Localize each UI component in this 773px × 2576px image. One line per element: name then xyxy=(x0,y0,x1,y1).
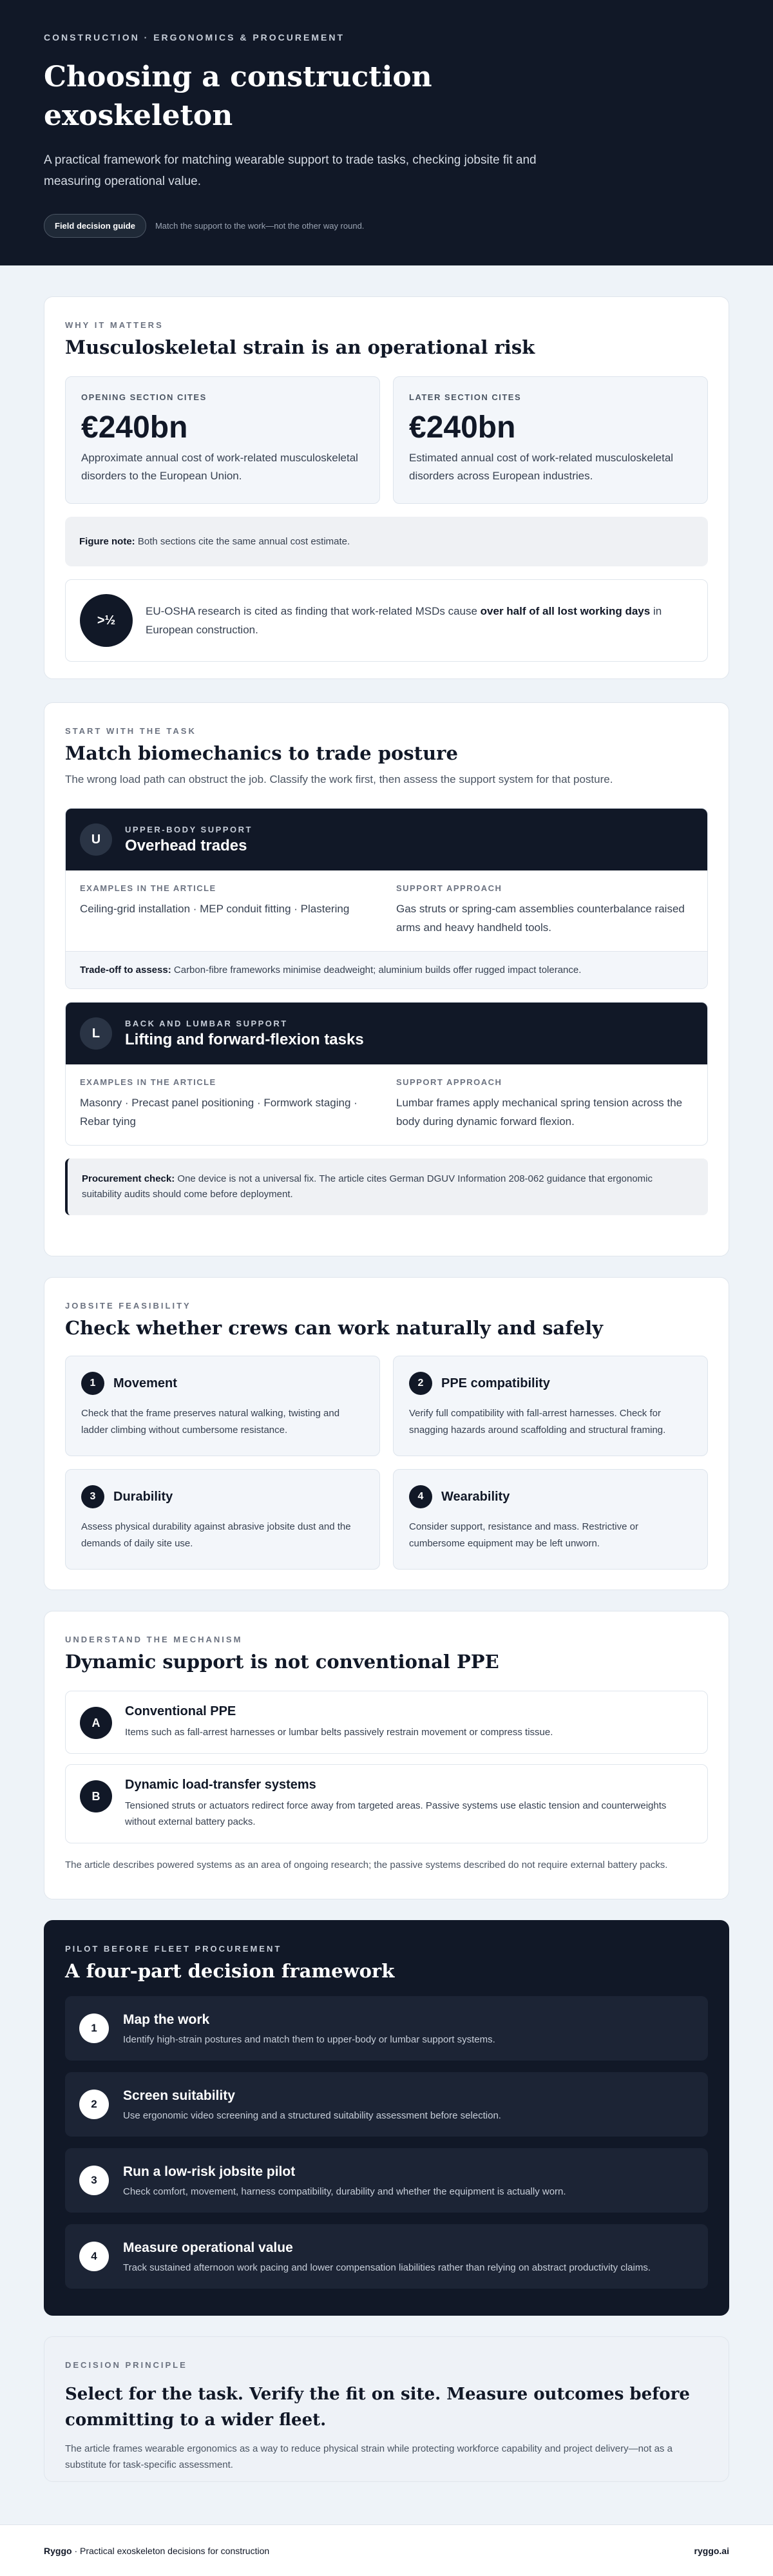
trade-letter-badge: L xyxy=(80,1017,112,1050)
cite-label: LATER SECTION CITES xyxy=(409,392,522,402)
mechanism-item xyxy=(65,1764,708,1843)
section-title: Musculoskeletal strain is an operational risk xyxy=(65,336,535,358)
item-title: Wearability xyxy=(441,1489,510,1504)
feasibility-item xyxy=(393,1356,708,1456)
section-title: Check whether crews can work naturally and safely xyxy=(65,1317,604,1339)
step-number: 2 xyxy=(79,2090,109,2119)
item-title: Conventional PPE xyxy=(125,1704,236,1718)
item-title: Dynamic load-transfer systems xyxy=(125,1778,316,1792)
section-eyebrow: DECISION PRINCIPLE xyxy=(65,2360,187,2370)
trade-card-overhead xyxy=(65,808,708,989)
item-description: Items such as fall-arrest harnesses or lumbar belts passively restrain movement or compress tissue. xyxy=(125,1727,553,1738)
trade-card-body xyxy=(66,870,707,951)
approach-label: SUPPORT APPROACH xyxy=(396,883,502,893)
section-eyebrow: UNDERSTAND THE MECHANISM xyxy=(65,1635,243,1644)
feasibility-item xyxy=(65,1356,380,1456)
cite-description: Approximate annual cost of work-related musculoskeletal disorders to the European Union. xyxy=(81,452,358,482)
cite-value: €240bn xyxy=(81,410,188,445)
item-number: 4 xyxy=(409,1485,432,1508)
item-number: 3 xyxy=(81,1485,104,1508)
trade-card-lumbar xyxy=(65,1002,708,1146)
hero-tagrow xyxy=(44,214,729,238)
step-number: 4 xyxy=(79,2242,109,2271)
section-eyebrow: START WITH THE TASK xyxy=(65,726,196,736)
item-description: Verify full compatibility with fall-arrest harnesses. Check for snagging hazards around scaffolding and structural framing. xyxy=(409,1408,666,1436)
jobsite-feasibility-section xyxy=(44,1277,729,1590)
osha-text-pre: EU-OSHA research is cited as finding that work-related MSDs cause xyxy=(146,605,481,617)
page-title: Choosing a construction exoskeleton xyxy=(44,61,432,132)
trade-off-note xyxy=(66,951,707,988)
feasibility-grid xyxy=(65,1356,708,1570)
section-eyebrow: WHY IT MATTERS xyxy=(65,320,164,330)
cite-label: OPENING SECTION CITES xyxy=(81,392,207,402)
hero-tagline: Match the support to the work—not the other way round. xyxy=(155,221,365,231)
trade-title: Overhead trades xyxy=(125,836,247,854)
item-description: Check that the frame preserves natural walking, twisting and ladder climbing without cumbersome resistance. xyxy=(81,1408,340,1436)
section-intro: The wrong load path can obstruct the job. Classify the work first, then assess the support system for that posture. xyxy=(65,773,613,785)
hero-eyebrow: CONSTRUCTION · ERGONOMICS & PROCUREMENT xyxy=(44,32,345,43)
step-title: Map the work xyxy=(123,2012,210,2027)
why-it-matters-section xyxy=(44,296,729,679)
item-description: Consider support, resistance and mass. Restrictive or cumbersome equipment may be left unworn. xyxy=(409,1521,638,1549)
footer-tagline: · Practical exoskeleton decisions for construction xyxy=(72,2545,270,2556)
footer-brand-line xyxy=(44,2546,269,2556)
approach-label: SUPPORT APPROACH xyxy=(396,1077,502,1087)
item-title: Movement xyxy=(113,1376,177,1390)
hero xyxy=(0,0,773,265)
cost-cite-opening xyxy=(65,376,380,504)
trade-card-header xyxy=(66,1003,707,1064)
examples-label: EXAMPLES IN THE ARTICLE xyxy=(80,883,216,893)
trade-posture-section xyxy=(44,702,729,1256)
step-description: Check comfort, movement, harness compatibility, durability and whether the equipment is actually worn. xyxy=(123,2186,566,2197)
step-number: 1 xyxy=(79,2014,109,2043)
item-number: 1 xyxy=(81,1372,104,1395)
item-title: Durability xyxy=(113,1489,173,1504)
principle-body: The article frames wearable ergonomics as a way to reduce physical strain while protecting workforce capability and project delivery—not as a substitute for task-specific assessment. xyxy=(65,2443,673,2470)
over-half-badge: >½ xyxy=(80,594,133,647)
trade-kicker: UPPER-BODY SUPPORT xyxy=(125,824,253,834)
footer-domain-link[interactable]: ryggo.ai xyxy=(694,2545,729,2556)
step-description: Use ergonomic video screening and a structured suitability assessment before selection. xyxy=(123,2110,501,2121)
step-description: Identify high-strain postures and match them to upper-body or lumbar support systems. xyxy=(123,2033,495,2045)
step-number: 3 xyxy=(79,2166,109,2195)
item-title: PPE compatibility xyxy=(441,1376,550,1390)
approach-text: Gas struts or spring-cam assemblies counterbalance raised arms and heavy handheld tools. xyxy=(396,903,685,934)
decision-framework-section xyxy=(44,1920,729,2316)
trade-card-body xyxy=(66,1064,707,1145)
feasibility-item xyxy=(393,1469,708,1570)
examples-text: Masonry · Precast panel positioning · Formwork staging · Rebar tying xyxy=(80,1097,358,1128)
osha-callout xyxy=(65,579,708,662)
figure-note xyxy=(65,517,708,566)
section-title: Match biomechanics to trade posture xyxy=(65,742,458,764)
hero-lede: A practical framework for matching wearable support to trade tasks, checking jobsite fit and measuring operational value. xyxy=(44,153,537,188)
mechanism-section xyxy=(44,1611,729,1899)
cite-description: Estimated annual cost of work-related musculoskeletal disorders across European industries. xyxy=(409,452,674,482)
trade-card-header xyxy=(66,809,707,870)
section-title: Dynamic support is not conventional PPE xyxy=(65,1651,499,1673)
step-title: Measure operational value xyxy=(123,2240,293,2255)
trade-off-label: Trade-off to assess: xyxy=(80,965,171,976)
mechanism-item xyxy=(65,1691,708,1754)
feasibility-item xyxy=(65,1469,380,1570)
figure-note-label: Figure note: xyxy=(79,536,135,547)
mechanism-note: The article describes powered systems as an area of ongoing research; the passive systems described do not require external battery packs. xyxy=(65,1860,668,1870)
step-title: Run a low-risk jobsite pilot xyxy=(123,2164,296,2179)
cost-cite-later xyxy=(393,376,708,504)
section-title: A four-part decision framework xyxy=(65,1960,395,1982)
examples-label: EXAMPLES IN THE ARTICLE xyxy=(80,1077,216,1087)
step-title: Screen suitability xyxy=(123,2088,235,2103)
framework-step xyxy=(65,2224,708,2289)
item-letter: A xyxy=(80,1707,112,1739)
cite-value: €240bn xyxy=(409,410,516,445)
procurement-check xyxy=(65,1158,708,1215)
footer xyxy=(0,2524,773,2576)
trade-kicker: BACK AND LUMBAR SUPPORT xyxy=(125,1018,288,1028)
procurement-check-label: Procurement check: xyxy=(82,1173,175,1184)
osha-text xyxy=(146,602,693,639)
principle-statement: Select for the task. Verify the fit on site. Measure outcomes before committing to a wider fleet. xyxy=(65,2385,690,2430)
procurement-check-text: One device is not a universal fix. The article cites German DGUV Information 208-062 guidance that ergonomic suitability audits should come before deployment. xyxy=(82,1173,653,1200)
framework-step xyxy=(65,2148,708,2213)
section-eyebrow: PILOT BEFORE FLEET PROCUREMENT xyxy=(65,1944,282,1954)
osha-text-bold: over half of all lost working days xyxy=(480,605,651,617)
item-description: Tensioned struts or actuators redirect force away from targeted areas. Passive systems use elastic tension and counterweights without external battery packs. xyxy=(125,1800,667,1827)
item-letter: B xyxy=(80,1780,112,1812)
framework-step xyxy=(65,2072,708,2137)
section-eyebrow: JOBSITE FEASIBILITY xyxy=(65,1301,191,1311)
examples-text: Ceiling-grid installation · MEP conduit fitting · Plastering xyxy=(80,903,350,915)
trade-letter-badge: U xyxy=(80,823,112,856)
step-description: Track sustained afternoon work pacing and lower compensation liabilities rather than relying on abstract productivity claims. xyxy=(123,2262,651,2273)
cost-cites xyxy=(65,376,708,504)
item-number: 2 xyxy=(409,1372,432,1395)
trade-title: Lifting and forward-flexion tasks xyxy=(125,1030,364,1048)
footer-brand[interactable]: Ryggo xyxy=(44,2545,72,2556)
osha-text-post: in European construction. xyxy=(146,605,662,636)
decision-principle-section xyxy=(44,2336,729,2482)
field-guide-pill[interactable]: Field decision guide xyxy=(44,214,146,238)
framework-step xyxy=(65,1996,708,2061)
approach-text: Lumbar frames apply mechanical spring tension across the body during dynamic forward flexion. xyxy=(396,1097,683,1128)
item-description: Assess physical durability against abrasive jobsite dust and the demands of daily site use. xyxy=(81,1521,351,1549)
trade-off-text: Carbon-fibre frameworks minimise deadweight; aluminium builds offer rugged impact tolerance. xyxy=(173,965,582,976)
figure-note-text: Both sections cite the same annual cost estimate. xyxy=(137,536,350,547)
